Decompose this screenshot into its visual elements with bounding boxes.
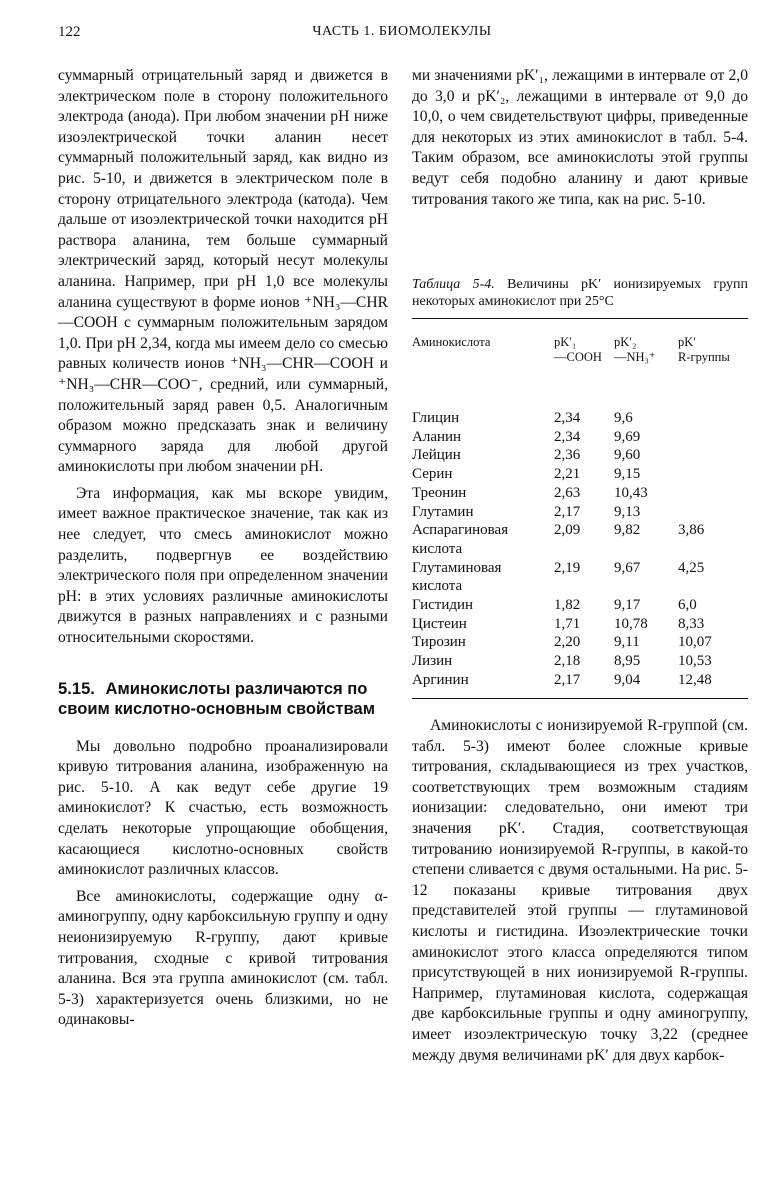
table-row [412,484,748,503]
body-paragraph: суммарный отрицательный заряд и движется в электрическом поле в сторону положительного электрода (анода). При любом значении pH ниже изоэлектрической точки аланин несет суммарный положительный заряд, как видно из рис. 5-10, и движется в электрическом поле в сторону отрицательного электрода (катода). Чем дальше от изоэлектрической точки находится pH раствора аланина, тем больше суммарный электрический заряд, который несут молекулы аланина. Например, при pH 1,0 все молекулы аланина существуют в форме ионов ⁺NH₃—CHR—COOH с суммарным положительным зарядом 1,0. При pH 2,34, когда мы имеем дело со смесью равных количеств ионов ⁺NH₃—CHR—COOH и ⁺NH₃—CHR—COO⁻, средний, или суммарный, положительный заряд равен 0,5. Аналогичным образом можно предсказать знак и величину суммарного заряда для любой другой аминокислоты при любом значении pH. [58,67,388,476]
table-row [412,559,748,596]
header-pk1: pK′₁ —COOH [554,335,602,364]
cell-pk2: 9,69 [614,428,641,445]
header-pkr: pK′ R-группы [678,335,730,364]
cell-pkr: 3,86 [678,522,705,539]
cell-pk1: 2,17 [554,503,581,520]
section-heading [58,679,388,719]
cell-pk2: 9,82 [614,522,641,539]
table-row [412,652,748,671]
right-column-bottom [412,716,748,1066]
table-body [412,409,748,698]
table-row [412,465,748,484]
cell-pk1: 2,18 [554,653,581,670]
table-row [412,596,748,615]
cell-pk1: 2,34 [554,428,581,445]
cell-pk1: 2,36 [554,447,581,464]
cell-pk2: 9,67 [614,559,641,576]
cell-pkr: 10,53 [678,653,712,670]
table-caption-text: Величины pK′ ионизируемых групп некоторых аминокислот при 25°C [412,277,748,309]
left-column [58,66,388,1031]
cell-amino-acid: Аргинин [412,671,469,688]
cell-pk2: 9,17 [614,597,641,614]
cell-pk1: 2,34 [554,410,581,426]
table-row [412,615,748,634]
cell-pkr: 8,33 [678,615,705,632]
table-row [412,671,748,690]
cell-pk2: 9,04 [614,671,641,688]
cell-amino-acid: Глутамин [412,503,474,520]
cell-pk1: 1,71 [554,615,581,632]
body-paragraph: Мы довольно подробно проанализировали кривую титрования аланина, изображенную на рис. 5-10. А как ведут себе другие 19 аминокислот? К счастью, есть возможность сделать некоторые упрощающие обобщения, касающиеся кислотно-основных свойств аминокислот различных классов. [58,737,388,879]
cell-amino-acid: Аспарагиновая кислота [412,522,509,557]
table-row [412,446,748,465]
body-paragraph: Эта информация, как мы вскоре увидим, имеет важное практическое значение, так как из нее следует, что смесь аминокислот можно разделить, подвергнув ее воздействию электрического поля при определенном значении pH: в этих условиях различные аминокислоты движутся в разных направлениях и с разными относительными скоростями. [58,484,388,647]
body-paragraph: Все аминокислоты, содержащие одну α-аминогруппу, одну карбоксильную группу и одну неионизируемую R-группу, дают кривые титрования, сходные с кривой титрования аланина. Вся эта группа аминокислот (см. табл. 5-3) характеризуется очень близкими, но не одинаковы- [58,887,388,1029]
page-number: 122 [58,24,81,40]
cell-pkr: 4,25 [678,559,705,576]
table-bottom-rule [412,698,748,699]
header-amino-acid: Аминокислота [412,335,491,349]
right-column-top [412,66,748,210]
table-header [412,319,748,409]
cell-pk1: 1,82 [554,597,581,614]
section-title: Аминокислоты различаются по своим кислотно-основным свойствам [58,678,375,718]
cell-pkr: 12,48 [678,671,712,688]
cell-pk2: 9,13 [614,503,641,520]
table-row [412,633,748,652]
cell-pk1: 2,21 [554,466,581,483]
page-header [58,24,746,46]
cell-pk1: 2,63 [554,484,581,501]
cell-pk2: 9,60 [614,447,641,464]
body-paragraph: Аминокислоты с ионизируемой R-группой (см. табл. 5-3) имеют более сложные кривые титрования, складывающиеся из трех участков, соответствующих трем возможным стадиям ионизации: следовательно, они имеют три значения pK′. Стадия, соответствующая титрованию ионизируемой R-группы, в какой-то степени сливается с двумя остальными. На рис. 5-12 показаны кривые титрования двух представителей этой группы — глутаминовой кислоты и гистидина. Изоэлектрические точки аминокислот этого класса определяются типом присутствующей в них ионизируемой R-группы. Например, глутаминовая кислота, содержащая две карбоксильные группы и одну аминогруппу, имеет изоэлектрическую точку 3,22 (среднее между двумя величинами pK′ для двух карбок- [412,717,748,1064]
table-row [412,409,748,428]
cell-pk1: 2,19 [554,559,581,576]
cell-pk1: 2,17 [554,671,581,688]
body-paragraph: ми значениями pK′₁, лежащими в интервале от 2,0 до 3,0 и pK′₂, лежащими в интервале от 9,0 до 10,0, о чем свидетельствуют цифры, приведенные для некоторых из этих аминокислот в табл. 5-4. Таким образом, все аминокислоты этой группы ведут себя подобно аланину и дают кривые титрования такого же типа, как на рис. 5-10. [412,67,748,208]
cell-pk2: 10,78 [614,615,648,632]
cell-pk2: 9,15 [614,466,641,483]
cell-amino-acid: Глутаминовая кислота [412,559,502,595]
cell-amino-acid: Цистеин [412,615,467,632]
cell-pk2: 8,95 [614,653,641,670]
cell-amino-acid: Глицин [412,410,460,426]
cell-amino-acid: Лейцин [412,447,461,464]
cell-amino-acid: Гистидин [412,597,474,614]
cell-amino-acid: Тирозин [412,634,466,651]
cell-pk1: 2,20 [554,634,581,651]
cell-pk2: 9,6 [614,410,633,426]
cell-amino-acid: Треонин [412,484,467,501]
pk-table [412,276,748,699]
table-caption-label: Таблица 5-4. [412,277,495,292]
table-row [412,521,748,558]
cell-amino-acid: Лизин [412,653,453,670]
table-caption [412,276,748,310]
cell-amino-acid: Аланин [412,428,462,445]
cell-pkr: 6,0 [678,597,697,614]
table-row [412,428,748,447]
cell-pk1: 2,09 [554,522,581,539]
cell-pk2: 9,11 [614,634,640,651]
cell-pk2: 10,43 [614,484,648,501]
running-title: ЧАСТЬ 1. БИОМОЛЕКУЛЫ [312,24,492,39]
section-number: 5.15. [58,678,95,698]
cell-amino-acid: Серин [412,466,453,483]
table-row [412,503,748,522]
header-pk2: pK′₂ —NH₃⁺ [614,335,656,364]
cell-pkr: 10,07 [678,634,712,651]
